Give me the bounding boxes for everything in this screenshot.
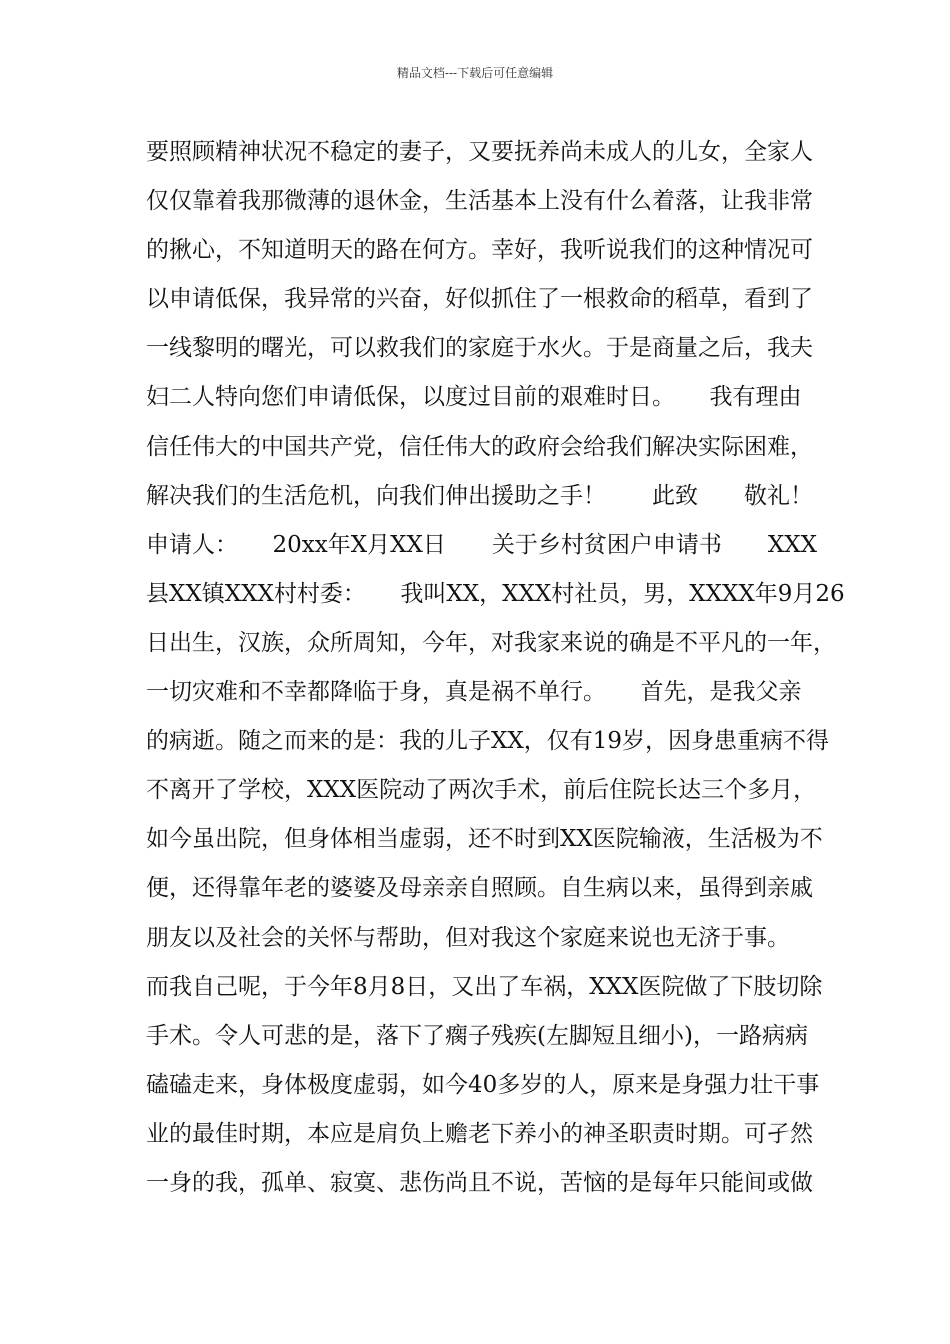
body-line: 仅仅靠着我那微薄的退休金，生活基本上没有什么着落，让我非常 bbox=[146, 188, 813, 215]
body-line: 申请人： 20xx年X月XX日 关于乡村贫困户申请书 XXX bbox=[146, 531, 817, 558]
body-line: 不离开了学校，XXX医院动了两次手术，前后住院长达三个多月， bbox=[146, 777, 817, 804]
body-line: 的病逝。随之而来的是：我的儿子XX，仅有19岁，因身患重病不得 bbox=[146, 728, 830, 755]
body-line: 而我自己呢，于今年8月8日，又出了车祸，XXX医院做了下肢切除 bbox=[146, 973, 823, 1000]
body-line: 妇二人特向您们申请低保，以度过目前的艰难时日。 我有理由 bbox=[146, 384, 802, 411]
body-line: 一身的我，孤单、寂寞、悲伤尚且不说，苦恼的是每年只能间或做 bbox=[146, 1169, 813, 1196]
body-line: 便，还得靠年老的婆婆及母亲亲自照顾。自生病以来，虽得到亲戚 bbox=[146, 875, 813, 902]
body-line: 日出生，汉族，众所周知，今年，对我家来说的确是不平凡的一年， bbox=[146, 629, 836, 656]
body-line: 解决我们的生活危机，向我们伸出援助之手！ 此致 敬礼！ bbox=[146, 482, 813, 509]
body-line: 信任伟大的中国共产党，信任伟大的政府会给我们解决实际困难， bbox=[146, 433, 813, 460]
page-header: 精品文档---下载后可任意编辑 bbox=[396, 66, 554, 80]
body-line: 县XX镇XXX村村委： 我叫XX，XXX村社员，男，XXXX年9月26 bbox=[146, 580, 845, 607]
body-line: 一切灾难和不幸都降临于身，真是祸不单行。 首先，是我父亲 bbox=[146, 679, 802, 706]
body-line: 业的最佳时期，本应是肩负上赡老下养小的神圣职责时期。可孑然 bbox=[146, 1120, 813, 1147]
body-line: 的揪心，不知道明天的路在何方。幸好，我听说我们的这种情况可 bbox=[146, 237, 813, 264]
body-line: 一线黎明的曙光，可以救我们的家庭于水火。于是商量之后，我夫 bbox=[146, 335, 813, 362]
body-line: 以申请低保，我异常的兴奋，好似抓住了一根救命的稻草，看到了 bbox=[146, 286, 813, 313]
body-line: 磕磕走来，身体极度虚弱，如今40多岁的人，原来是身强力壮干事 bbox=[146, 1071, 820, 1098]
body-line: 如今虽出院，但身体相当虚弱，还不时到XX医院输液，生活极为不 bbox=[146, 826, 823, 853]
document-body bbox=[146, 128, 845, 1208]
body-line: 朋友以及社会的关怀与帮助，但对我这个家庭来说也无济于事。 bbox=[146, 924, 790, 951]
body-line: 手术。令人可悲的是，落下了瘸子残疾(左脚短且细小)，一路病病 bbox=[146, 1022, 808, 1049]
body-line: 要照顾精神状况不稳定的妻子，又要抚养尚未成人的儿女，全家人 bbox=[146, 139, 813, 165]
